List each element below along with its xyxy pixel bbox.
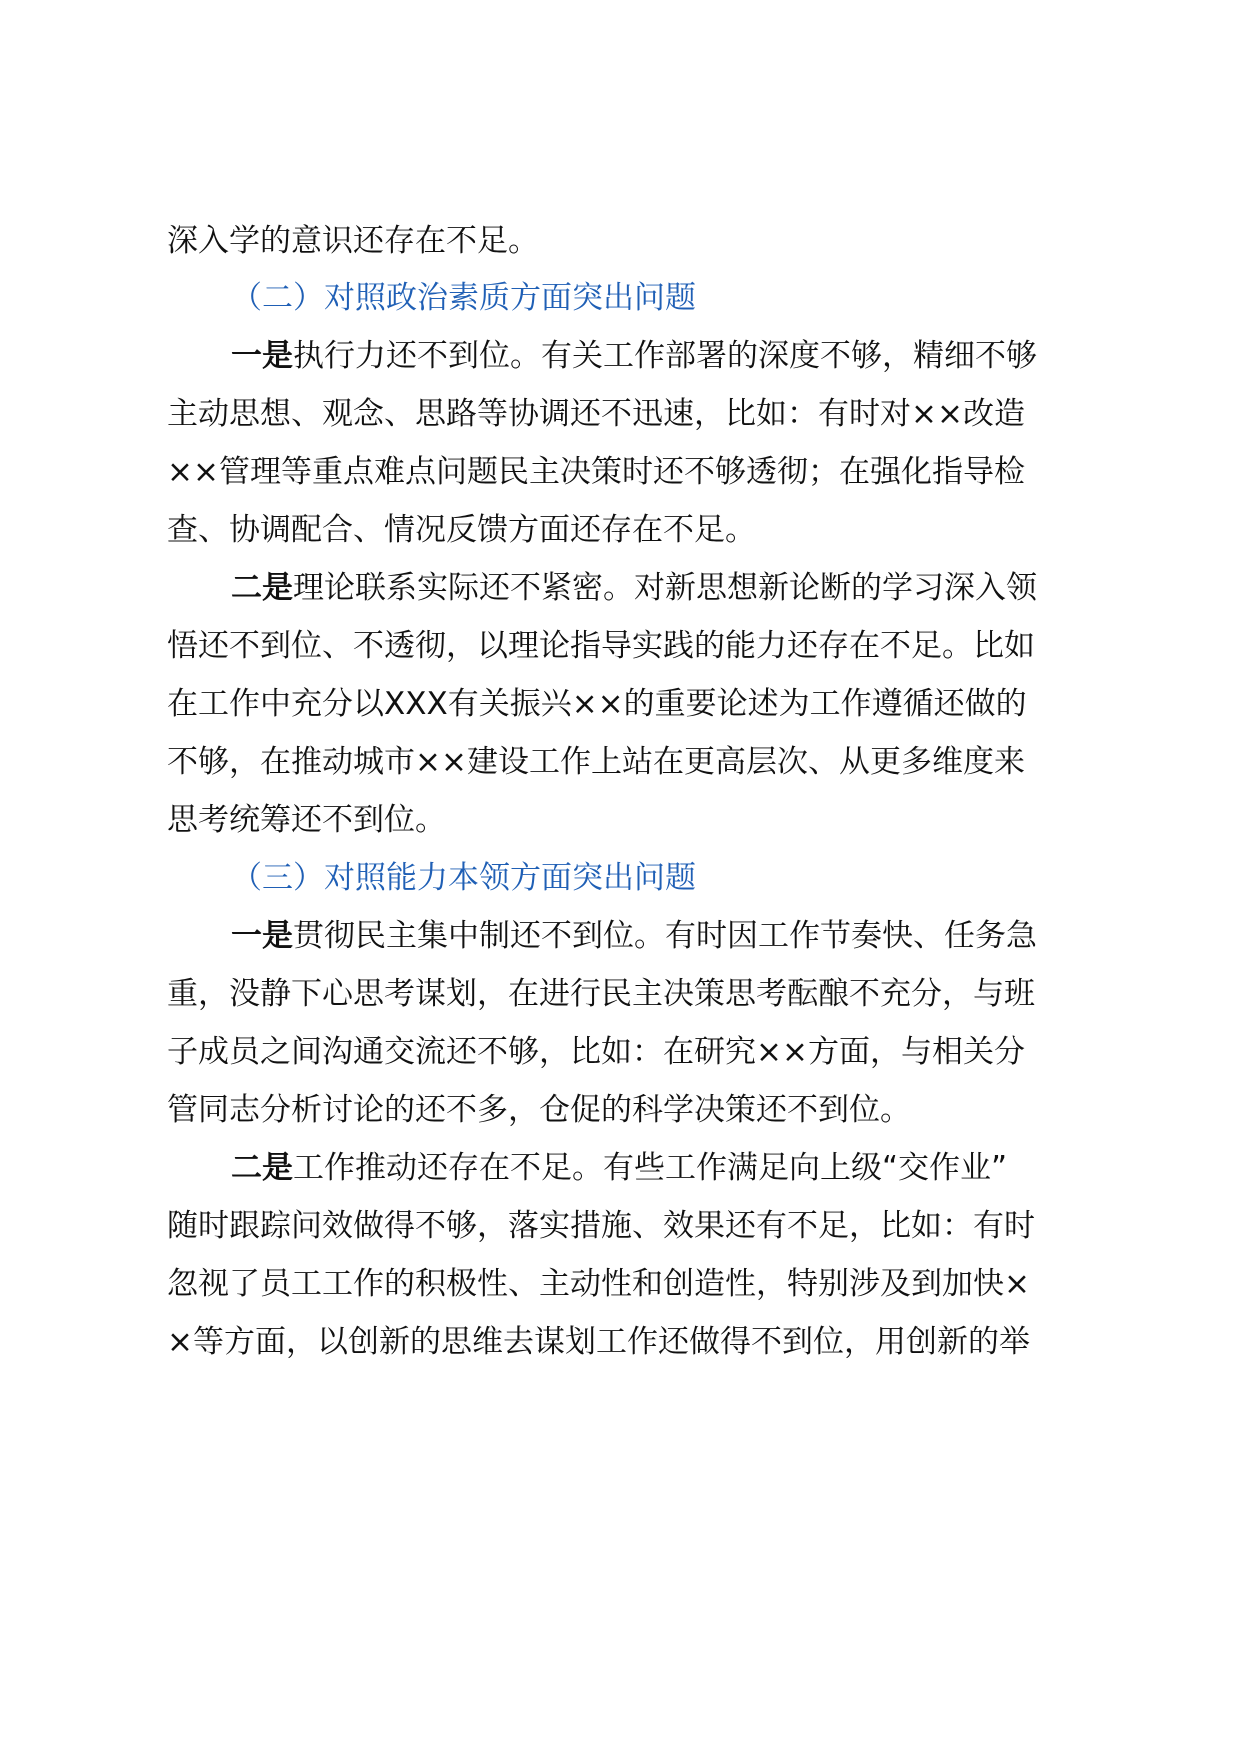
text-line: 深入学的意识还存在不足。 <box>167 223 539 259</box>
paragraph-line <box>231 336 1161 376</box>
paragraph-text: 执行力还不到位。有关工作部署的深度不够，精细不够 <box>293 338 1037 374</box>
paragraph-text: 工作推动还存在不足。有些工作满足向上级“交作业” <box>293 1150 1008 1186</box>
lead-label: 二是 <box>231 570 293 606</box>
text-line: ×等方面，以创新的思维去谋划工作还做得不到位，用创新的举 <box>167 1324 1030 1360</box>
text-line: 不够，在推动城市××建设工作上站在更高层次、从更多维度来 <box>167 744 1025 780</box>
paragraph-line <box>231 1148 1161 1188</box>
text-line: ××管理等重点难点问题民主决策时还不够透彻；在强化指导检 <box>167 454 1025 490</box>
text-line: 忽视了员工工作的积极性、主动性和创造性，特别涉及到加快× <box>167 1266 1030 1302</box>
section-heading-three: （三）对照能力本领方面突出问题 <box>231 860 696 896</box>
lead-label: 一是 <box>231 338 293 374</box>
text-line: 在工作中充分以XXX有关振兴××的重要论述为工作遵循还做的 <box>167 686 1027 722</box>
section-heading-two: （二）对照政治素质方面突出问题 <box>231 280 696 316</box>
text-line: 思考统筹还不到位。 <box>167 802 446 838</box>
paragraph-line <box>231 568 1161 608</box>
paragraph-text: 贯彻民主集中制还不到位。有时因工作节奏快、任务急 <box>293 918 1037 954</box>
text-line: 重，没静下心思考谋划，在进行民主决策思考酝酿不充分，与班 <box>167 976 1035 1012</box>
paragraph-line <box>231 916 1161 956</box>
paragraph-text: 理论联系实际还不紧密。对新思想新论断的学习深入领 <box>293 570 1037 606</box>
text-line: 查、协调配合、情况反馈方面还存在不足。 <box>167 512 756 548</box>
text-line: 主动思想、观念、思路等协调还不迅速，比如：有时对××改造 <box>167 396 1025 432</box>
text-line: 管同志分析讨论的还不多，仓促的科学决策还不到位。 <box>167 1092 911 1128</box>
text-line: 随时跟踪问效做得不够，落实措施、效果还有不足，比如：有时 <box>167 1208 1035 1244</box>
lead-label: 一是 <box>231 918 293 954</box>
text-line: 悟还不到位、不透彻，以理论指导实践的能力还存在不足。比如 <box>167 628 1035 664</box>
lead-label: 二是 <box>231 1150 293 1186</box>
text-line: 子成员之间沟通交流还不够，比如：在研究××方面，与相关分 <box>167 1034 1025 1070</box>
